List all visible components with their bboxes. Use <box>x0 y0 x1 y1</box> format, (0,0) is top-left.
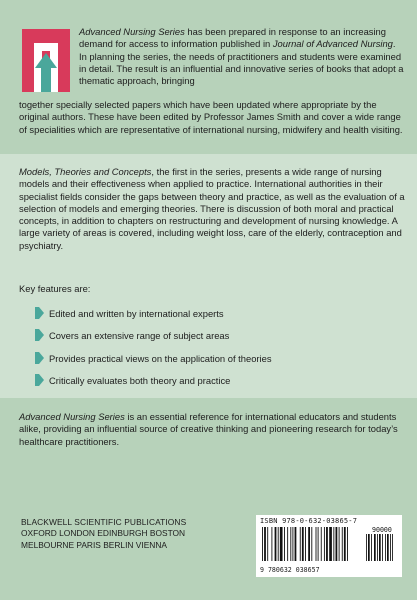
addon-bar <box>377 534 378 561</box>
addon-bar <box>387 534 389 561</box>
intro-text-1: has been prepared in response to an increasing demand for access to information published in <box>79 26 386 50</box>
barcode-bar <box>347 527 348 561</box>
book-description <box>19 166 407 252</box>
journal-name: Journal of Advanced Nursing <box>272 38 393 50</box>
barcode-bar <box>344 527 346 561</box>
bullet-arrow-icon <box>35 374 44 386</box>
feature-label: Provides practical views on the application of theories <box>49 352 272 364</box>
publisher-block <box>21 517 186 551</box>
publisher-cities-line2: MELBOURNE PARIS BERLIN VIENNA <box>21 539 167 550</box>
barcode-bar <box>287 527 288 561</box>
addon-bar <box>392 534 393 561</box>
closing-paragraph <box>19 411 407 448</box>
barcode-bar <box>305 527 306 561</box>
intro-paragraph <box>79 26 405 87</box>
addon-bar <box>390 534 391 561</box>
barcode-bar <box>321 527 322 561</box>
book-title: Models, Theories and Concepts <box>19 166 152 177</box>
n-arrow-logo-icon <box>22 29 70 92</box>
barcode-bar <box>292 527 293 561</box>
addon-bar <box>368 534 370 561</box>
intro-paragraph-continuation: together specially selected papers which have been updated where appropriate by the original authors. These have been edited by Professor James Smith and cover a wide range of specialities which are representative of international nursing, midwifery and health visiting. <box>19 99 403 135</box>
barcode-bar <box>339 527 340 561</box>
closing-text: is an essential reference for international educators and students alike, providing an influential source of creative thinking and pioneering research for today’s healthcare practitioners. <box>19 411 398 447</box>
barcode-bar <box>324 527 325 561</box>
barcode-digits: 9 780632 038657 <box>260 566 320 574</box>
barcode-bar <box>278 527 279 561</box>
publisher-name: BLACKWELL SCIENTIFIC PUBLICATIONS <box>21 517 187 527</box>
key-features-heading: Key features are: <box>19 283 91 294</box>
barcode-bar <box>333 527 334 561</box>
barcode-bar <box>302 527 304 561</box>
barcode-bar <box>326 527 328 561</box>
addon-bar <box>371 534 372 561</box>
barcode-bar <box>295 527 297 561</box>
barcode-bar <box>262 527 263 561</box>
barcode-bar <box>267 527 268 561</box>
series-name: Advanced Nursing Series <box>19 411 125 422</box>
barcode-icon <box>260 527 400 565</box>
isbn-label: ISBN 978-0-632-03865-7 <box>260 517 358 525</box>
addon-bar <box>382 534 383 561</box>
barcode-bar <box>318 527 319 561</box>
barcode-bar <box>290 527 291 561</box>
barcode-bar <box>329 527 332 561</box>
bullet-arrow-icon <box>35 329 44 341</box>
barcode-bar <box>308 527 310 561</box>
barcode-bar <box>316 527 317 561</box>
feature-label: Covers an extensive range of subject areas <box>49 330 230 342</box>
addon-bar <box>385 534 386 561</box>
barcode-bar <box>300 527 301 561</box>
feature-label: Edited and written by international experts <box>49 308 224 319</box>
series-name: Advanced Nursing Series <box>79 26 185 37</box>
barcode-bar <box>311 527 312 561</box>
addon-bar <box>366 534 367 561</box>
barcode-bar <box>342 527 343 561</box>
isbn-barcode <box>256 515 402 577</box>
addon-bar <box>379 534 381 561</box>
barcode-bar <box>280 527 283 561</box>
price-code: 90000 <box>372 527 392 534</box>
book-description-text: , the first in the series, presents a wide range of nursing models and their effectiveness when applied to practice. International authorities in their specialist fields consider the gaps between theory and practice, as well as the evaluation of a selection of models and emerging theories. There is discussion of both moral and practical concepts, in addition to chapters on restructuring and development of nursing knowledge. A large variety of areas is covered, including weight loss, care of the elderly, contraception and psychiatry. <box>19 166 405 251</box>
publisher-cities-line1: OXFORD LONDON EDINBURGH BOSTON <box>21 528 186 539</box>
intro-text-2: . In planning the series, the needs of practitioners and students were examined in detail. The result is an influential and innovative series of books that adopt a thematic approach, bringing <box>79 38 404 87</box>
bullet-arrow-icon <box>35 307 44 319</box>
addon-bar <box>374 534 376 561</box>
barcode-bar <box>284 527 285 561</box>
feature-label: Critically evaluates both theory and practice <box>49 374 231 386</box>
barcode-bar <box>336 527 338 561</box>
bullet-arrow-icon <box>35 352 44 364</box>
barcode-bar <box>271 527 272 561</box>
barcode-bar <box>264 527 266 561</box>
barcode-bar <box>275 527 277 561</box>
